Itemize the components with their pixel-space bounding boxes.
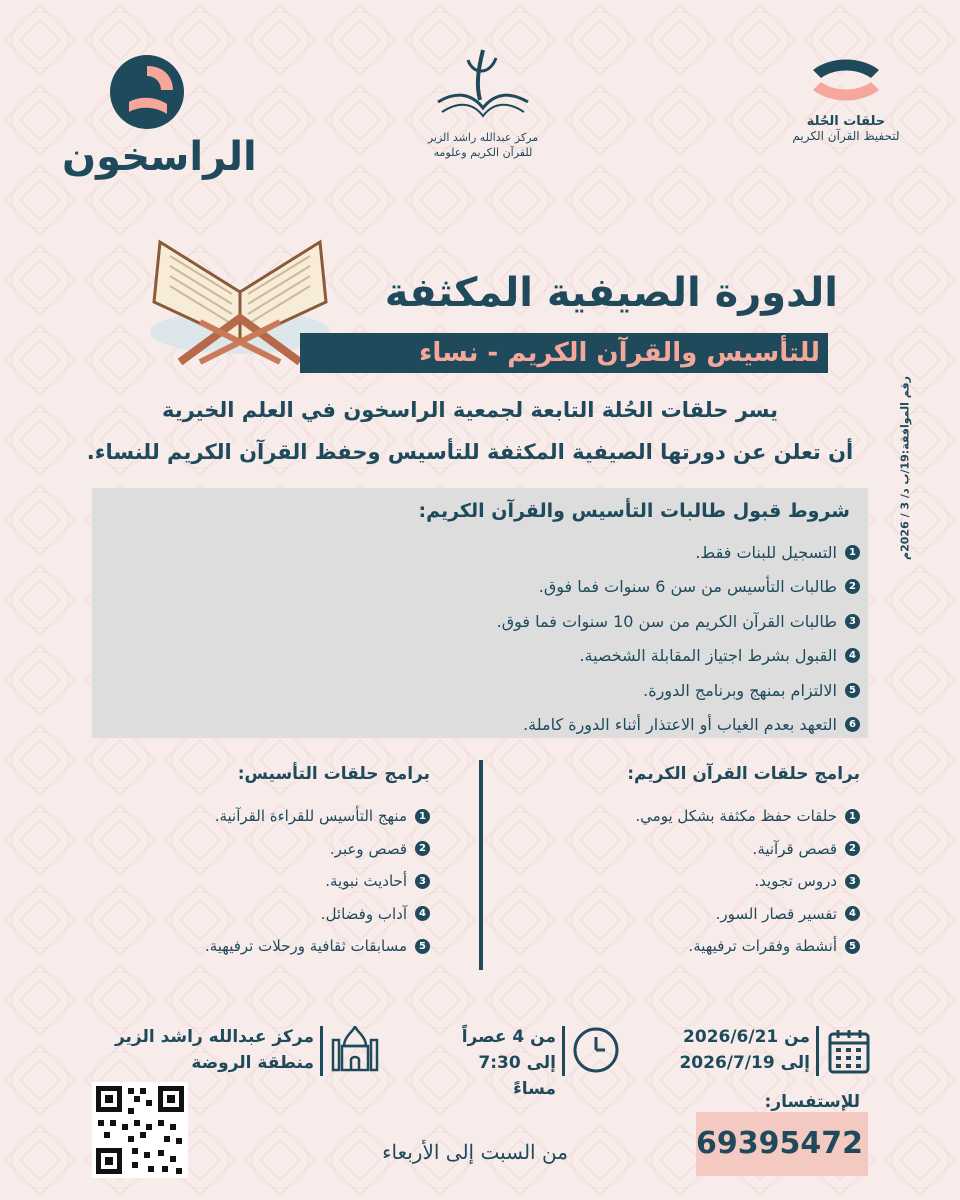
clock-icon — [572, 1026, 620, 1074]
foundation-programs-list — [100, 800, 430, 963]
list-item — [530, 833, 860, 866]
halaqat-logo — [786, 56, 906, 143]
halaqat-emblem-icon — [811, 56, 881, 108]
condition-text: القبول بشرط اجتياز المقابلة الشخصية. — [579, 646, 837, 666]
rasikhoon-logo-text: الراسخون — [62, 134, 257, 180]
list-item — [530, 930, 860, 963]
list-item-text: منهج التأسيس للقراءة القرآنية. — [214, 807, 407, 826]
number-badge: 2 — [845, 841, 860, 856]
halaqat-logo-subtitle: لتحفيظ القرآن الكريم — [792, 129, 900, 143]
condition-text: طالبات التأسيس من سن 6 سنوات فما فوق. — [538, 577, 837, 597]
number-badge: 5 — [415, 939, 430, 954]
condition-item — [150, 570, 860, 605]
page-title: الدورة الصيفية المكثفة — [384, 270, 838, 316]
separator — [816, 1026, 819, 1076]
list-item — [100, 833, 430, 866]
number-badge: 3 — [845, 614, 860, 629]
list-item-text: آداب وفضائل. — [320, 904, 407, 923]
list-item-text: قصص وعبر. — [329, 839, 407, 858]
number-badge: 2 — [845, 579, 860, 594]
column-divider — [479, 760, 483, 970]
list-item-text: مسابقات ثقافية ورحلات ترفيهية. — [204, 937, 407, 956]
place-name: مركز عبدالله راشد الزير — [114, 1027, 314, 1047]
number-badge: 4 — [845, 648, 860, 663]
calendar-icon — [828, 1028, 870, 1074]
number-badge: 2 — [415, 841, 430, 856]
approval-note-text: رقم الموافقة:19/ب د/ 3 / 2026م — [898, 376, 912, 560]
date-to: إلى 2026/7/19 — [679, 1053, 810, 1073]
condition-text: التعهد بعدم الغياب أو الاعتذار أثناء الدورة كاملة. — [523, 715, 837, 735]
list-item — [530, 865, 860, 898]
conditions-title: شروط قبول طالبات التأسيس والقرآن الكريم: — [418, 500, 850, 522]
rasikhoon-emblem-icon — [107, 52, 187, 132]
condition-item — [150, 673, 860, 708]
center-logo-caption-1: مركز عبدالله راشد الزير — [427, 131, 539, 144]
list-item-text: أنشطة وفقرات ترفيهية. — [688, 937, 837, 956]
condition-item — [150, 639, 860, 674]
halaqat-logo-title: حلقات الحُلة — [806, 114, 886, 129]
number-badge: 1 — [845, 545, 860, 560]
condition-item — [150, 604, 860, 639]
rasikhoon-logo — [62, 52, 257, 182]
number-badge: 6 — [845, 717, 860, 732]
list-item — [530, 800, 860, 833]
number-badge: 5 — [845, 683, 860, 698]
working-days: من السبت إلى الأربعاء — [382, 1140, 568, 1164]
number-badge: 5 — [845, 939, 860, 954]
number-badge: 1 — [415, 809, 430, 824]
number-badge: 4 — [415, 906, 430, 921]
list-item-text: حلقات حفظ مكثفة بشكل يومي. — [635, 807, 837, 826]
number-badge: 4 — [845, 906, 860, 921]
center-logo-caption-2: للقرآن الكريم وعلومه — [433, 146, 533, 159]
list-item — [100, 800, 430, 833]
conditions-list — [150, 535, 860, 742]
mosque-icon — [330, 1024, 380, 1074]
quran-programs-title: برامج حلقات القرآن الكريم: — [627, 764, 860, 784]
separator — [320, 1026, 323, 1076]
number-badge: 3 — [415, 874, 430, 889]
quran-programs-list — [530, 800, 860, 963]
list-item — [530, 898, 860, 931]
time-to: إلى 7:30 مساءً — [478, 1053, 556, 1099]
list-item — [100, 930, 430, 963]
condition-text: التسجيل للبنات فقط. — [695, 542, 837, 562]
list-item-text: تفسير قصار السور. — [715, 904, 837, 923]
list-item-text: أحاديث نبوية. — [325, 872, 407, 891]
list-item — [100, 865, 430, 898]
place-area: منطقة الروضة — [191, 1053, 314, 1073]
intro-line-2: أن تعلن عن دورتها الصيفية المكثفة للتأسيس وحفظ القرآن الكريم للنساء. — [86, 440, 854, 464]
phone-number[interactable]: 69395472 — [696, 1126, 863, 1161]
inquiry-label: للإستفسار: — [764, 1092, 860, 1112]
qr-code-icon — [92, 1082, 188, 1178]
page-subtitle: للتأسيس والقرآن الكريم - نساء — [419, 338, 820, 368]
number-badge: 1 — [845, 809, 860, 824]
condition-text: طالبات القرآن الكريم من سن 10 سنوات فما فوق. — [496, 611, 837, 631]
approval-note — [890, 368, 920, 568]
list-item — [100, 898, 430, 931]
date-from: من 2026/6/21 — [683, 1027, 810, 1047]
condition-text: الالتزام بمنهج وبرنامج الدورة. — [643, 680, 837, 700]
condition-item — [150, 535, 860, 570]
book-calligraphy-icon — [428, 40, 538, 130]
zair-center-logo — [408, 40, 558, 190]
separator — [562, 1026, 565, 1076]
foundation-programs-title: برامج حلقات التأسيس: — [237, 764, 430, 784]
number-badge: 3 — [845, 874, 860, 889]
intro-line-1: يسر حلقات الحُلة التابعة لجمعية الراسخون في العلم الخيرية — [161, 398, 779, 422]
list-item-text: دروس تجويد. — [754, 872, 837, 891]
list-item-text: قصص قرآنية. — [752, 839, 837, 858]
time-from: من 4 عصراً — [461, 1027, 556, 1047]
condition-item — [150, 708, 860, 743]
